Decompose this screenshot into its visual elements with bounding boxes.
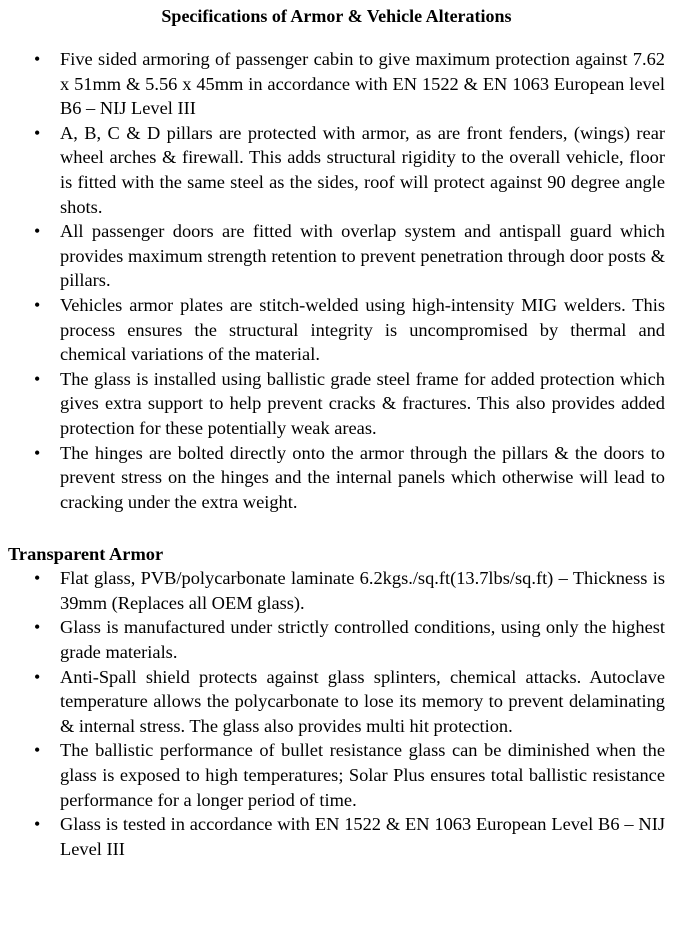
specs-list-item	[8, 47, 665, 121]
bullet-icon: •	[34, 666, 41, 687]
specs-list-item	[8, 293, 665, 367]
transparent-item-text: Glass is tested in accordance with EN 1522 & EN 1063 European Level B6 – NIJ Level III	[60, 814, 665, 859]
transparent-list-item	[8, 665, 665, 739]
transparent-armor-heading: Transparent Armor	[8, 544, 164, 565]
document-title: Specifications of Armor & Vehicle Alterations	[161, 6, 512, 26]
transparent-list-item	[8, 566, 665, 615]
bullet-icon: •	[34, 294, 41, 315]
transparent-list-item	[8, 615, 665, 664]
bullet-icon: •	[34, 617, 41, 638]
transparent-item-text: Anti-Spall shield protects against glass splinters, chemical attacks. Autoclave temperature allows the polycarbonate to lose its memory to prevent delaminating & internal stress. The glass also provides multi hit protection.	[60, 666, 665, 736]
bullet-icon: •	[34, 814, 41, 835]
bullet-icon: •	[34, 122, 41, 143]
specs-item-text: Vehicles armor plates are stitch-welded using high-intensity MIG welders. This process ensures the structural integrity is uncompromised by thermal and chemical variations of the material.	[60, 294, 665, 365]
specs-list-item	[8, 441, 665, 515]
transparent-item-text: The ballistic performance of bullet resistance glass can be diminished when the glass is exposed to high temperatures; Solar Plus ensures total ballistic resistance performance for a longer period of time.	[60, 740, 665, 810]
transparent-item-text: Flat glass, PVB/polycarbonate laminate 6.2kgs./sq.ft(13.7lbs/sq.ft) – Thickness is 39mm (Replaces all OEM glass).	[60, 568, 665, 613]
transparent-list-item	[8, 812, 665, 861]
transparent-armor-bullet-list	[8, 566, 665, 861]
specs-list-item	[8, 367, 665, 441]
bullet-icon: •	[34, 568, 41, 589]
specs-bullet-list	[8, 47, 665, 514]
bullet-icon: •	[34, 368, 41, 389]
bullet-icon: •	[34, 221, 41, 242]
specs-item-text: The hinges are bolted directly onto the armor through the pillars & the doors to prevent stress on the hinges and the internal panels which otherwise will lead to cracking under the extra weight.	[60, 442, 665, 512]
specs-item-text: A, B, C & D pillars are protected with armor, as are front fenders, (wings) rear wheel arches & firewall. This adds structural rigidity to the overall vehicle, floor is fitted with the same steel as the sides, roof will protect against 90 degree angle shots.	[60, 122, 665, 217]
transparent-item-text: Glass is manufactured under strictly controlled conditions, using only the highest grade materials.	[60, 617, 665, 663]
bullet-icon: •	[34, 49, 41, 69]
document-page	[0, 6, 687, 944]
specs-item-text: The glass is installed using ballistic grade steel frame for added protection which gives extra support to help prevent cracks & fractures. This also provides added protection for these potentially weak areas.	[60, 368, 665, 438]
bullet-icon: •	[34, 442, 41, 463]
specs-list-item	[8, 121, 665, 219]
specs-item-text: All passenger doors are fitted with overlap system and antispall guard which provides maximum strength retention to prevent penetration through door posts & pillars.	[60, 221, 665, 291]
bullet-icon: •	[34, 740, 41, 761]
transparent-list-item	[8, 738, 665, 812]
specs-list-item	[8, 219, 665, 293]
specs-item-text: Five sided armoring of passenger cabin to give maximum protection against 7.62 x 51mm & 5.56 x 45mm in accordance with EN 1522 & EN 1063 European level B6 – NIJ Level III	[60, 49, 665, 119]
